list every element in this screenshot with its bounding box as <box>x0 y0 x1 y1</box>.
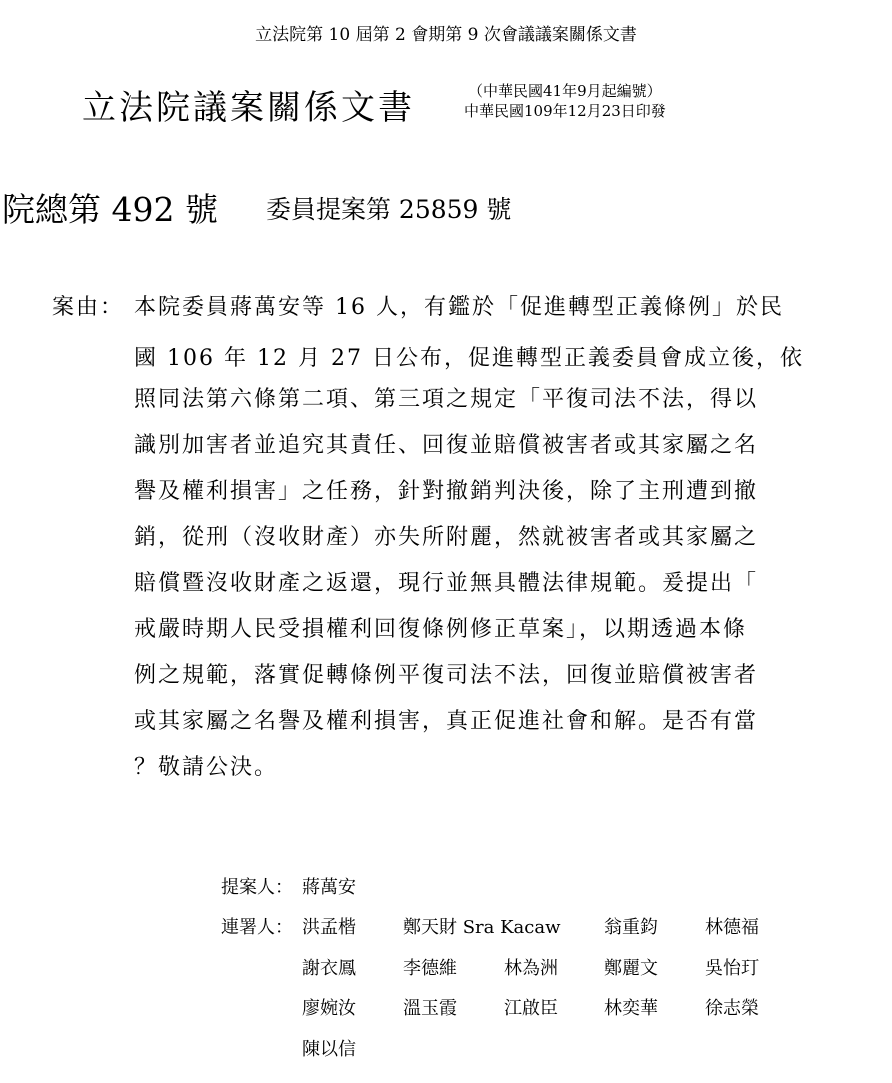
document-title: 立法院議案關係文書 <box>82 88 415 128</box>
case-text-line: 譽及權利損害」之任務，針對撤銷判決後，除了主刑遭到撤 <box>134 479 759 504</box>
case-text-line: 或其家屬之名譽及權利損害，真正促進社會和解。是否有當 <box>134 709 759 734</box>
committee-proposal-number: 委員提案第 25859 號 <box>265 195 512 224</box>
case-text-line: 識別加害者並追究其責任、回復並賠償被害者或其家屬之名 <box>134 433 759 458</box>
cosigner-name: 陳以信 <box>302 1039 356 1060</box>
case-text-line: 例之規範，落實促轉條例平復司法不法，回復並賠償被害者 <box>134 663 759 688</box>
cosigner-name: 謝衣鳳 <box>302 958 356 979</box>
cosigner-name: 徐志榮 <box>705 998 759 1019</box>
document-number <box>2 184 511 231</box>
case-text-line: ？敬請公決。 <box>134 755 279 780</box>
cosigner-name: 鄭天財 Sra Kacaw <box>403 917 561 938</box>
case-label: 案由： <box>52 295 125 320</box>
cosigner-name: 翁重鈞 <box>604 917 658 938</box>
case-text-line: 國 106 年 12 月 27 日公布，促進轉型正義委員會成立後，依 <box>134 346 804 371</box>
cosigner-name: 李德維 <box>403 958 457 979</box>
cosigner-name: 廖婉汝 <box>302 998 356 1019</box>
cosigner-name: 鄭麗文 <box>604 958 658 979</box>
case-text-line: 照同法第六條第二項、第三項之規定「平復司法不法，得以 <box>134 387 759 412</box>
case-text-line: 戒嚴時期人民受損權利回復條例修正草案」，以期透過本條 <box>134 617 748 642</box>
cosigner-name: 江啟臣 <box>504 998 558 1019</box>
cosigner-name: 洪孟楷 <box>302 917 356 938</box>
case-text-line: 賠償暨沒收財產之返還，現行並無具體法律規範。爰提出「 <box>134 571 759 596</box>
cosigner-label: 連署人： <box>221 917 293 938</box>
case-text-line: 本院委員蔣萬安等 16 人，有鑑於「促進轉型正義條例」於民 <box>134 295 784 320</box>
proposer-label: 提案人： <box>221 877 293 898</box>
case-text-line: 銷，從刑（沒收財產）亦失所附麗，然就被害者或其家屬之 <box>134 525 759 550</box>
proposer-name: 蔣萬安 <box>302 877 356 898</box>
cosigner-name: 林為洲 <box>504 958 558 979</box>
numbering-note: （中華民國41年9月起編號） <box>468 82 662 100</box>
print-date: 中華民國109年12月23日印發 <box>464 102 666 120</box>
cosigner-name: 林德福 <box>705 917 759 938</box>
general-number: 院總第 492 號 <box>2 190 218 229</box>
cosigner-name: 吳怡玎 <box>705 958 759 979</box>
cosigner-name: 林奕華 <box>604 998 658 1019</box>
cosigner-name: 溫玉霞 <box>403 998 457 1019</box>
document-header: 立法院第 10 屆第 2 會期第 9 次會議議案關係文書 <box>255 25 637 45</box>
